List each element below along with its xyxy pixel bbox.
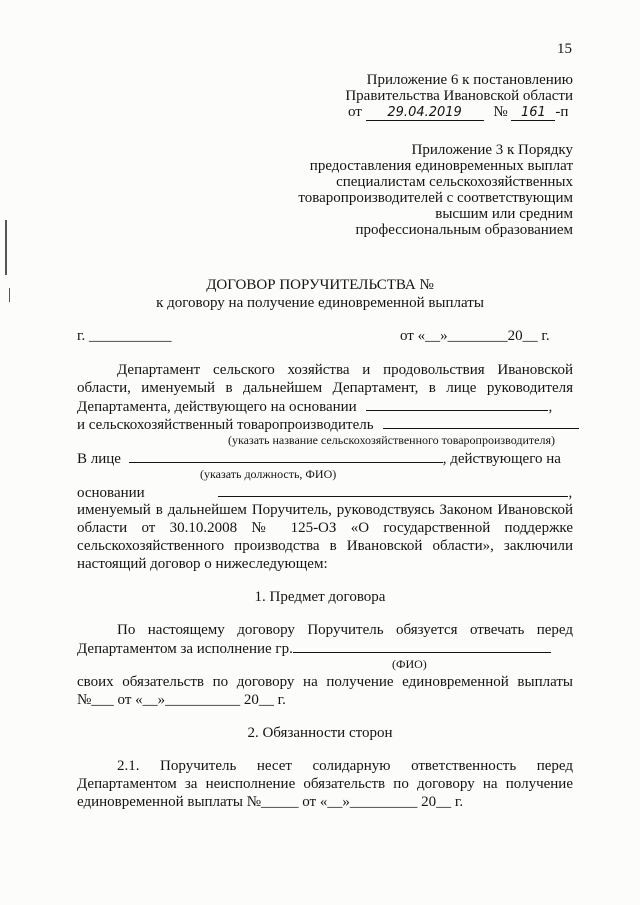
page-number: 15 — [557, 41, 572, 57]
appendix3-line: профессиональным образованием — [355, 222, 573, 238]
preamble-line-producer: и сельскохозяйственный товаропроизводитель — [77, 416, 573, 434]
appendix3-line: специалистам сельскохозяйственных — [336, 174, 573, 190]
number-suffix: -п — [555, 104, 569, 120]
section1-line: своих обязательств по договору на получение единовременной выплаты — [77, 674, 573, 690]
section1-heading: 1. Предмет договора — [254, 589, 386, 605]
preamble-line-basis2: основании , — [77, 485, 573, 501]
citizen-blank — [293, 640, 551, 653]
scan-mark-left-upper — [5, 220, 7, 275]
from-label: от — [348, 104, 362, 120]
appendix3-line: товаропроизводителей с соответствующим — [298, 190, 573, 206]
preamble-line: настоящий договор о нижеследующем: — [77, 556, 328, 572]
preamble-line: сельскохозяйственного производства в Ивановской области», заключили — [77, 538, 573, 554]
producer-blank — [383, 416, 579, 429]
document-title: ДОГОВОР ПОРУЧИТЕЛЬСТВА № — [206, 277, 434, 293]
preamble-line: Департамент сельского хозяйства и продовольствия Ивановской — [117, 362, 573, 378]
preamble-line-person: В лице , действующего на — [77, 451, 561, 467]
basis-blank — [366, 398, 548, 411]
contract-date-field: от «__»________20__ г. — [400, 328, 550, 344]
city-field: г. ___________ — [77, 328, 172, 344]
preamble-line-basis: Департамента, действующего на основании , — [77, 399, 553, 415]
section1-line-citizen: Департаментом за исполнение гр. — [77, 640, 551, 658]
appendix3-line: предоставления единовременных выплат — [309, 158, 573, 174]
section1-line: №___ от «__»__________ 20__ г. — [77, 692, 286, 708]
section2-line: единовременной выплаты №_____ от «__»_________ 20__ г. — [77, 794, 464, 810]
preamble-line: области от 30.10.2008 № 125-ОЗ «О государственной поддержке — [77, 520, 573, 536]
number-label: № — [493, 104, 508, 120]
section2-line: Департаментом за неисполнение обязательств по договору на получение — [77, 776, 573, 792]
preamble-line: области, именуемый в дальнейшем Департамент, в лице руководителя — [77, 380, 573, 396]
appendix3-line: высшим или средним — [435, 206, 573, 222]
section1-line: По настоящему договору Поручитель обязуется отвечать перед — [117, 622, 573, 638]
appendix6-line1: Приложение 6 к постановлению — [366, 72, 573, 88]
fio-hint: (ФИО) — [392, 657, 427, 671]
section2-line: 2.1. Поручитель несет солидарную ответственность перед — [117, 758, 573, 774]
handwritten-date: 29.04.2019 — [366, 106, 484, 121]
appendix6-date-line — [348, 104, 568, 121]
person-hint: (указать должность, ФИО) — [200, 467, 337, 481]
handwritten-number: 161 — [511, 106, 555, 121]
appendix6-line2: Правительства Ивановской области — [345, 88, 573, 104]
section2-heading: 2. Обязанности сторон — [247, 725, 393, 741]
person-blank — [129, 450, 443, 463]
basis2-blank — [218, 484, 568, 497]
preamble-line: именуемый в дальнейшем Поручитель, руководствуясь Законом Ивановской — [77, 502, 573, 518]
appendix3-line: Приложение 3 к Порядку — [411, 142, 573, 158]
producer-hint: (указать название сельскохозяйственного товаропроизводителя) — [228, 433, 555, 447]
document-subtitle: к договору на получение единовременной выплаты — [156, 295, 484, 311]
